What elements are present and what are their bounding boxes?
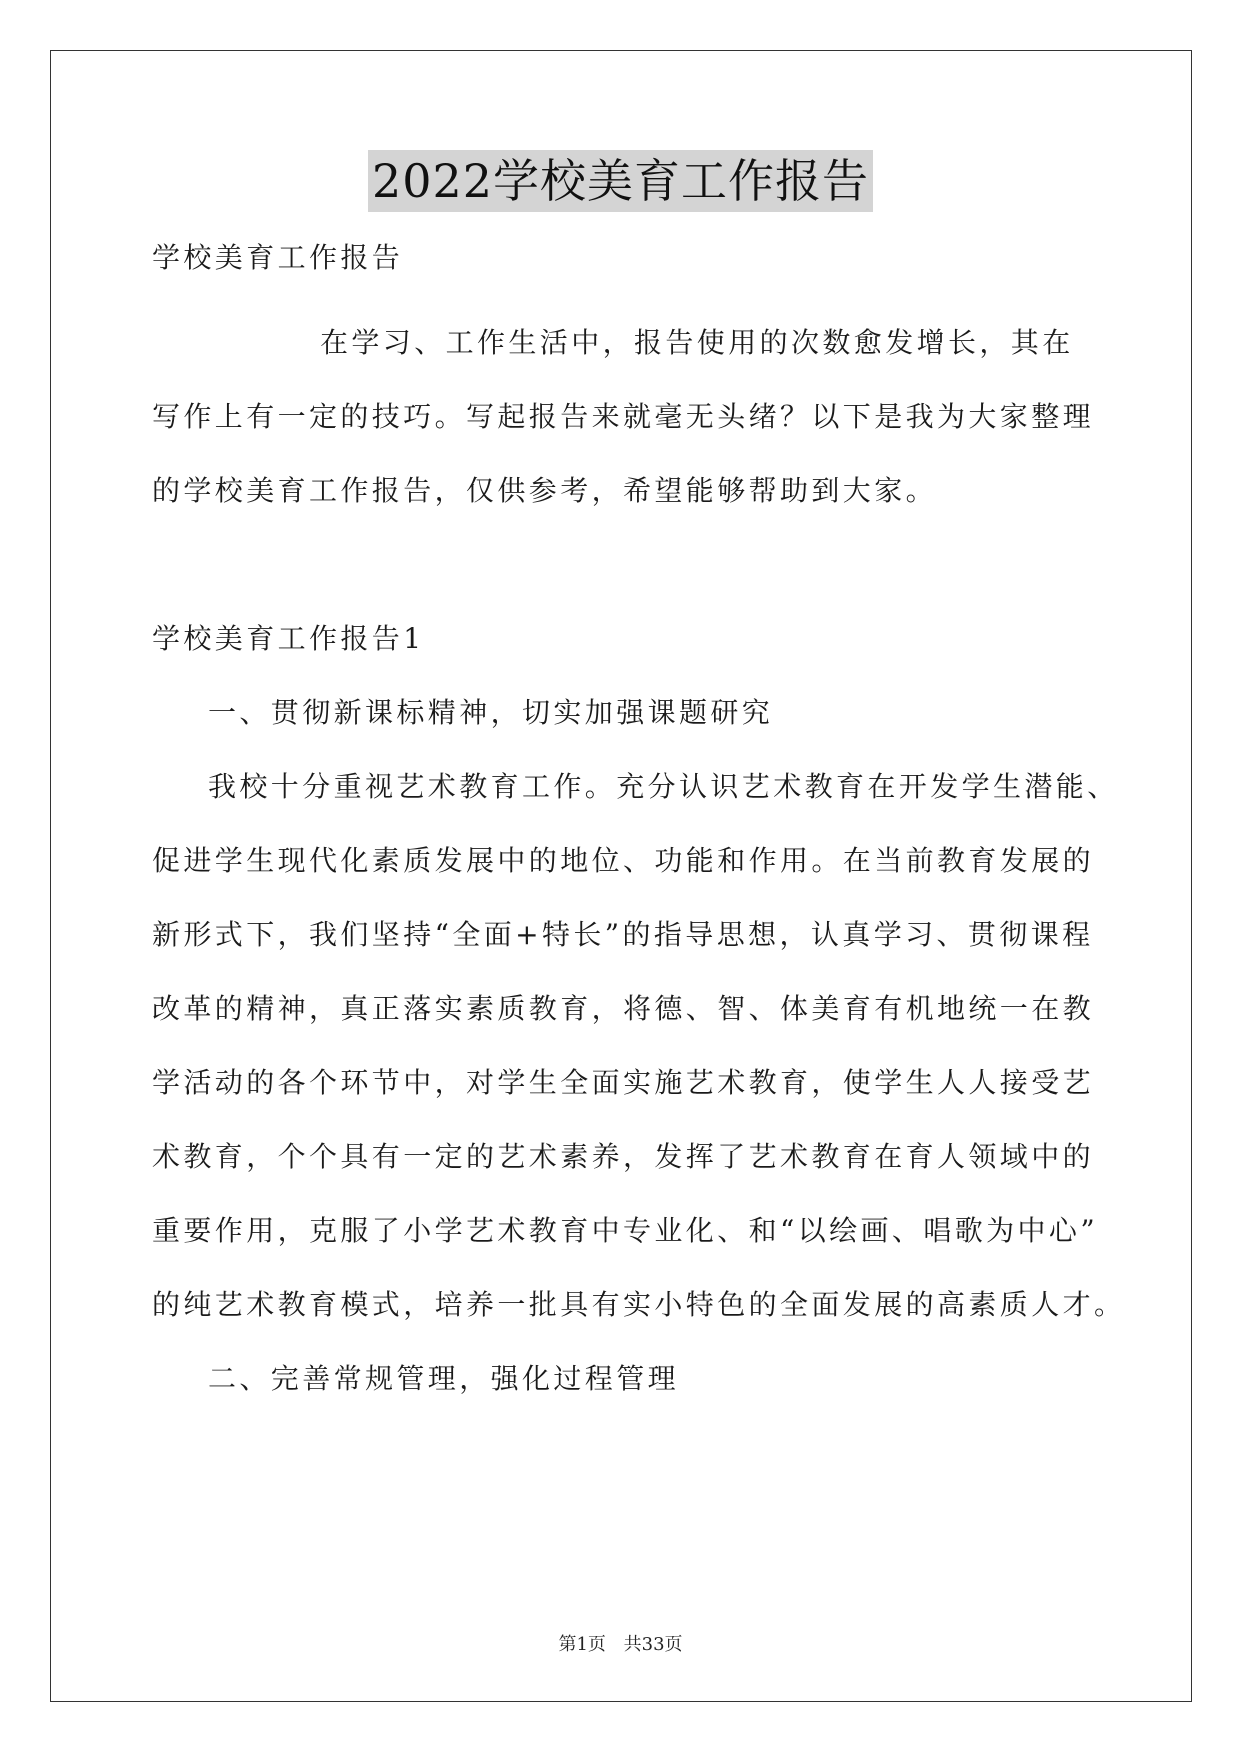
paragraph-line-6: 术教育，个个具有一定的艺术素养，发挥了艺术教育在育人领域中的	[152, 1140, 1095, 1173]
page-total: 共33页	[623, 1634, 683, 1655]
heading-one: 一、贯彻新课标精神，切实加强课题研究	[208, 696, 774, 729]
heading-two: 二、完善常规管理，强化过程管理	[208, 1362, 680, 1395]
page-number: 第1页	[558, 1634, 606, 1655]
paragraph-line-8: 的纯艺术教育模式，培养一批具有实小特色的全面发展的高素质人才。	[152, 1288, 1126, 1321]
page-footer	[0, 1633, 1241, 1657]
paragraph-line-7: 重要作用，克服了小学艺术教育中专业化、和“以绘画、唱歌为中心”	[152, 1214, 1099, 1247]
paragraph-line-3: 新形式下，我们坚持“全面+特长”的指导思想，认真学习、贯彻课程	[152, 918, 1094, 951]
intro-line-2: 写作上有一定的技巧。写起报告来就毫无头绪？以下是我为大家整理	[152, 400, 1095, 433]
intro-line-1: 在学习、工作生活中，报告使用的次数愈发增长，其在	[320, 326, 1074, 359]
intro-line-3: 的学校美育工作报告，仅供参考，希望能够帮助到大家。	[152, 474, 938, 507]
document-title-text: 2022学校美育工作报告	[368, 150, 873, 212]
paragraph-line-2: 促进学生现代化素质发展中的地位、功能和作用。在当前教育发展的	[152, 844, 1095, 877]
section-title: 学校美育工作报告1	[152, 622, 425, 655]
paragraph-line-4: 改革的精神，真正落实素质教育，将德、智、体美育有机地统一在教	[152, 992, 1095, 1025]
paragraph-line-5: 学活动的各个环节中，对学生全面实施艺术教育，使学生人人接受艺	[152, 1066, 1095, 1099]
document-subtitle: 学校美育工作报告	[152, 241, 404, 274]
paragraph-line-1: 我校十分重视艺术教育工作。充分认识艺术教育在开发学生潜能、	[208, 770, 1119, 803]
document-title	[0, 150, 1241, 212]
